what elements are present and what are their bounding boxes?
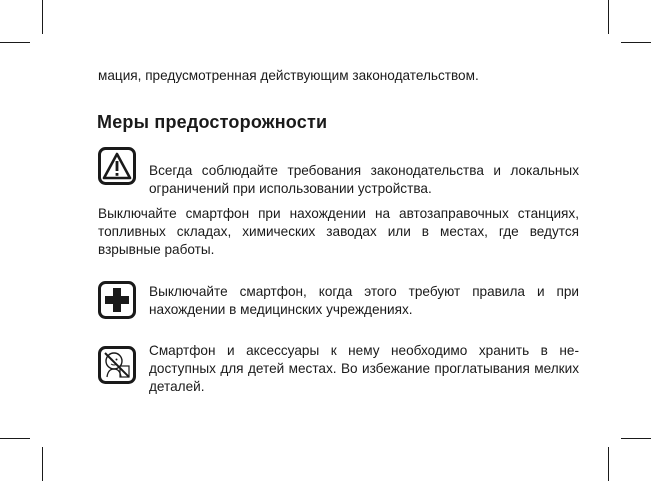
crop-mark-top-right-horizontal [621, 42, 651, 43]
paragraph-gas-stations: Выключайте смартфон при нахождении на автозаправочных станциях, топливных складах, химических заводах или в местах, где ведутся взрывные работы. [98, 206, 579, 257]
crop-mark-bottom-right-horizontal [621, 438, 651, 439]
crop-mark-top-right-vertical [608, 0, 609, 34]
paragraph-legal-requirements: Всегда соблюдайте требования законодательства и локальных ограничений при использовании устройства. [149, 163, 579, 196]
intro-line: мация, предусмотренная действующим законодательством. [98, 68, 479, 83]
paragraph-medical-facilities: Выключайте смартфон, когда этого требуют правила и при нахождении в медицинских учреждениях. [149, 284, 579, 317]
warning-triangle-icon [98, 147, 136, 185]
section-heading: Меры предосторожности [97, 112, 328, 132]
paragraph-children-safety: Смартфон и аксессуары к нему необходимо хранить в недоступных для детей местах. Во избежание проглатывания мелких деталей. [149, 343, 579, 394]
crop-mark-top-left-vertical [42, 0, 43, 34]
crop-mark-bottom-right-vertical [608, 447, 609, 481]
crop-mark-bottom-left-vertical [42, 447, 43, 481]
crop-mark-bottom-left-horizontal [0, 438, 30, 439]
keep-away-from-children-icon [98, 346, 136, 384]
medical-cross-icon [98, 281, 136, 319]
crop-mark-top-left-horizontal [0, 42, 30, 43]
